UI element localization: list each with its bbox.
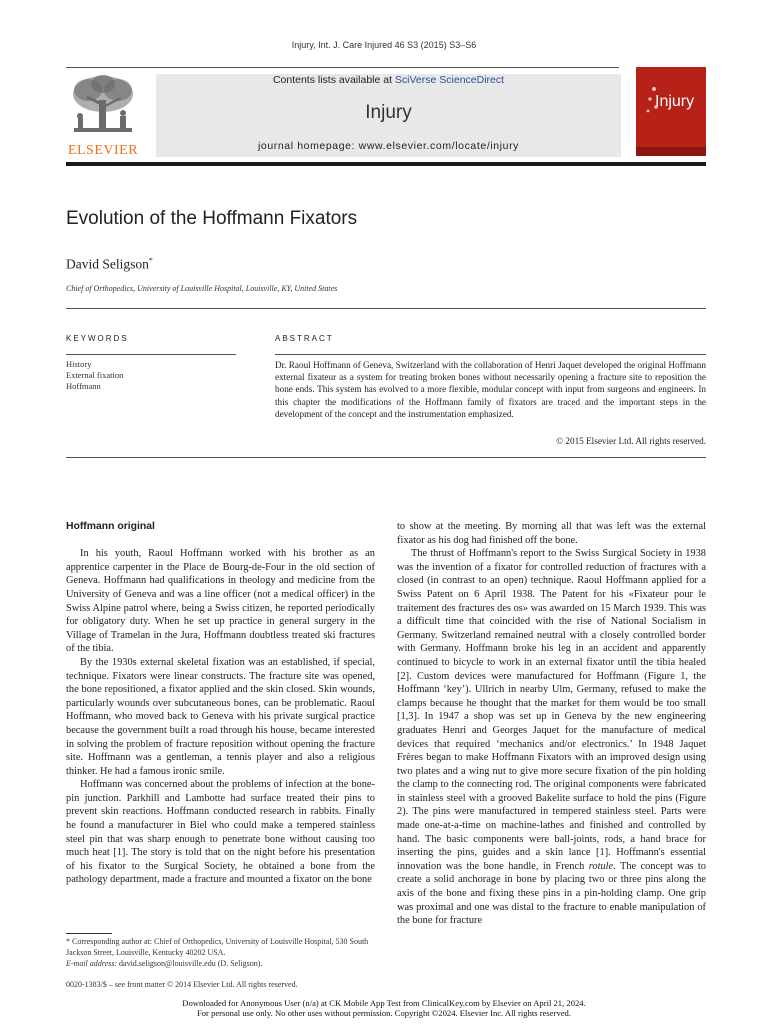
article-title: Evolution of the Hoffmann Fixators [66, 208, 358, 229]
abstract-text: Dr. Raoul Hoffmann of Geneva, Switzerland with the collaboration of Henri Jaquet developed the original Hoffmann external fixateur as a system for treating broken bones without necessarily opening a fracture site to reposition the bone ends. This system has evolved to a more flexible, modular concept with input from surgeons and engineers. In this chapter the modifications of the Hoffmann family of fixators are traced and the important steps in the development of the concept and the instrumentation emphasized. [275, 360, 706, 419]
email-note [66, 958, 375, 969]
abstract-heading: ABSTRACT [275, 334, 334, 343]
author-affiliation: Chief of Orthopedics, University of Louisville Hospital, Louisville, KY, United States [66, 284, 338, 293]
keyword-item: Hoffmann [66, 381, 101, 391]
abstract-rule [275, 354, 706, 355]
author-name [66, 256, 153, 273]
download-notice-line: For personal use only. No other uses without permission. Copyright ©2024. Elsevier Inc. All rights reserved. [196, 1008, 572, 1018]
journal-homepage[interactable]: journal homepage: www.elsevier.com/locate/injury [257, 140, 520, 152]
issn-line: 0020-1383/$ – see front matter © 2014 Elsevier Ltd. All rights reserved. [66, 980, 298, 989]
body-paragraph [397, 547, 706, 928]
title-rule [66, 308, 706, 309]
body-paragraph: Hoffmann was concerned about the problems of infection at the bone-pin junction. Parkhill and Lambotte had surface treated their pins to prevent skin reactions. Hoffmann conducted research in rabbits. Finally he found a manufacturer in Biel who could make a tempered stainless steel pin that was sharp enough to penetrate bone without causing too much heat [1]. The story is told that on the night before his presentation of his fixator to the Surgical Society, he obtained a bone from the pathology department, made a fracture and mounted a fixator on the bone [66, 779, 375, 886]
download-notice-line: Downloaded for Anonymous User (n/a) at CK Mobile App Test from ClinicalKey.com by Elsevier on April 21, 2024. [182, 998, 586, 1008]
keyword-item: External fixation [66, 370, 124, 380]
footnote [66, 936, 375, 969]
body-paragraph: to show at the meeting. By morning all that was left was the external fixator as his dog had finished off the bone. [397, 521, 706, 546]
header-rule [66, 67, 619, 68]
paragraph-text: The thrust of Hoffmann's report to the Swiss Surgical Society in 1938 was the invention of a fixator for controlled reduction of fractures with a closed (in contrast to an open) technique. Raoul Hoffmann applied for a Swiss Patent on 6 April 1938. The Patent for his «Fixateur pour le traitement des fractures des os» was awarded on 15 March 1939. This was a difficult time that coincided with the rise of National Socialism in Germany. Switzerland remained neutral with a closely controlled border with Germany. Hoffmann broke his leg in an accident and apparently continued to bicycle to work in an external fixator until the tibia healed [2]. Custom devices were manufactured for Hoffmann (Figure 1, the Hoffmann ‘key’). Ullrich in nearby Ulm, Germany, refused to make the clamps because he thought that the market for them would be too small [1,3]. In 1947 a shop was set up in Geneva by the new engineering graduates Henri and Georges Jaquet for the manufacture of medical devices that required ‘mechanics and/or electronics.’ In 1948 Jaquet Frères began to make Hoffmann Fixators with an improved design using two plates and a wing nut to give more secure fixation of the pin holding the clamp to the connecting rod. The original components were fabricated in stainless steel with a grooved Bakelite surface to hold the pins (Figure 2). The pins were manufactured in tempered stainless steel. Parts were made one-at-a-time on machine-lathes and finished and controlled by hand. The basic components were ball-joints, rods, a hand brace for inserting the pins, guides and a skin lance [1]. Hoffmann's essential innovation was the bone handle, in French [397, 548, 706, 872]
body-paragraph: By the 1930s external skeletal fixation was an established, if special, technique. Fixators were linear constructs. The fracture site was opened, the bone repositioned, a fixator applied and the skin closed. Skin wounds, particularly wounds over subcutaneous bones, can be problematic. Raoul Hoffmann, who moved back to Geneva with his private surgical practice because the government built a road through his house, became interested in solving the problem of fracture reposition without opening the fracture site. Hoffmann was a gentleman, a tennis player and also a religious thinker. He had a famous ironic smile. [66, 656, 375, 777]
body-paragraph: In his youth, Raoul Hoffmann worked with his brother as an apprentice carpenter in the Place de Bourg-de-Four in the old section of Geneva. Hoffmann had qualifications in theology and medicine from the University of Geneva and was a line officer (not a medical officer) in the Swiss Alpine patrol where, being a Swiss citizen, he reported periodically for obligatory duty. When he set up practice in general surgery in the Village of Tramelan in the Jura, Hoffmann doubtless treated ski fractures of the tibia. [66, 548, 375, 655]
header-rule-thick [66, 162, 706, 166]
journal-cover-thumbnail [636, 67, 706, 156]
email-label: E-mail address: [66, 959, 118, 968]
body-left-column [66, 520, 375, 887]
italic-term: rotule [588, 860, 614, 872]
contents-line [156, 74, 621, 86]
cover-title: Injury [655, 93, 695, 110]
journal-name: Injury [365, 102, 412, 123]
abstract-bottom-rule [66, 457, 706, 458]
corresponding-author-note: * Corresponding author at: Chief of Orthopedics, University of Louisville Hospital, 530 South Jackson Street, Louisville, Kentucky 40202 USA. [66, 937, 369, 957]
email-address[interactable]: david.seligson@louisville.edu (D. Seligson). [117, 959, 263, 968]
author: David Seligson [66, 256, 149, 272]
section-heading: Hoffmann original [66, 521, 155, 532]
footnote-rule [66, 933, 112, 934]
corresponding-author-mark[interactable]: * [148, 256, 153, 265]
journal-citation: Injury, Int. J. Care Injured 46 S3 (2015) S3–S6 [291, 40, 477, 50]
keywords-heading: KEYWORDS [66, 334, 129, 343]
keyword-item: History [66, 359, 92, 369]
download-notice [0, 998, 768, 1018]
contents-prefix: Contents lists available at [272, 74, 395, 86]
keywords-list [66, 359, 123, 392]
body-right-column [397, 520, 706, 928]
paragraph-text: . The concept was to create a solid anchorage in bone by placing two or three pins along the axis of the bone and fixing these pins in a pin-holding clamp. One grip was proximal and one was distal to the fracture to enable manipulation of the bone for fracture [397, 860, 706, 927]
elsevier-wordmark: ELSEVIER [67, 143, 139, 158]
abstract-copyright: © 2015 Elsevier Ltd. All rights reserved. [556, 436, 706, 446]
keywords-rule [66, 354, 236, 355]
sciencedirect-link[interactable]: SciVerse ScienceDirect [394, 74, 505, 86]
